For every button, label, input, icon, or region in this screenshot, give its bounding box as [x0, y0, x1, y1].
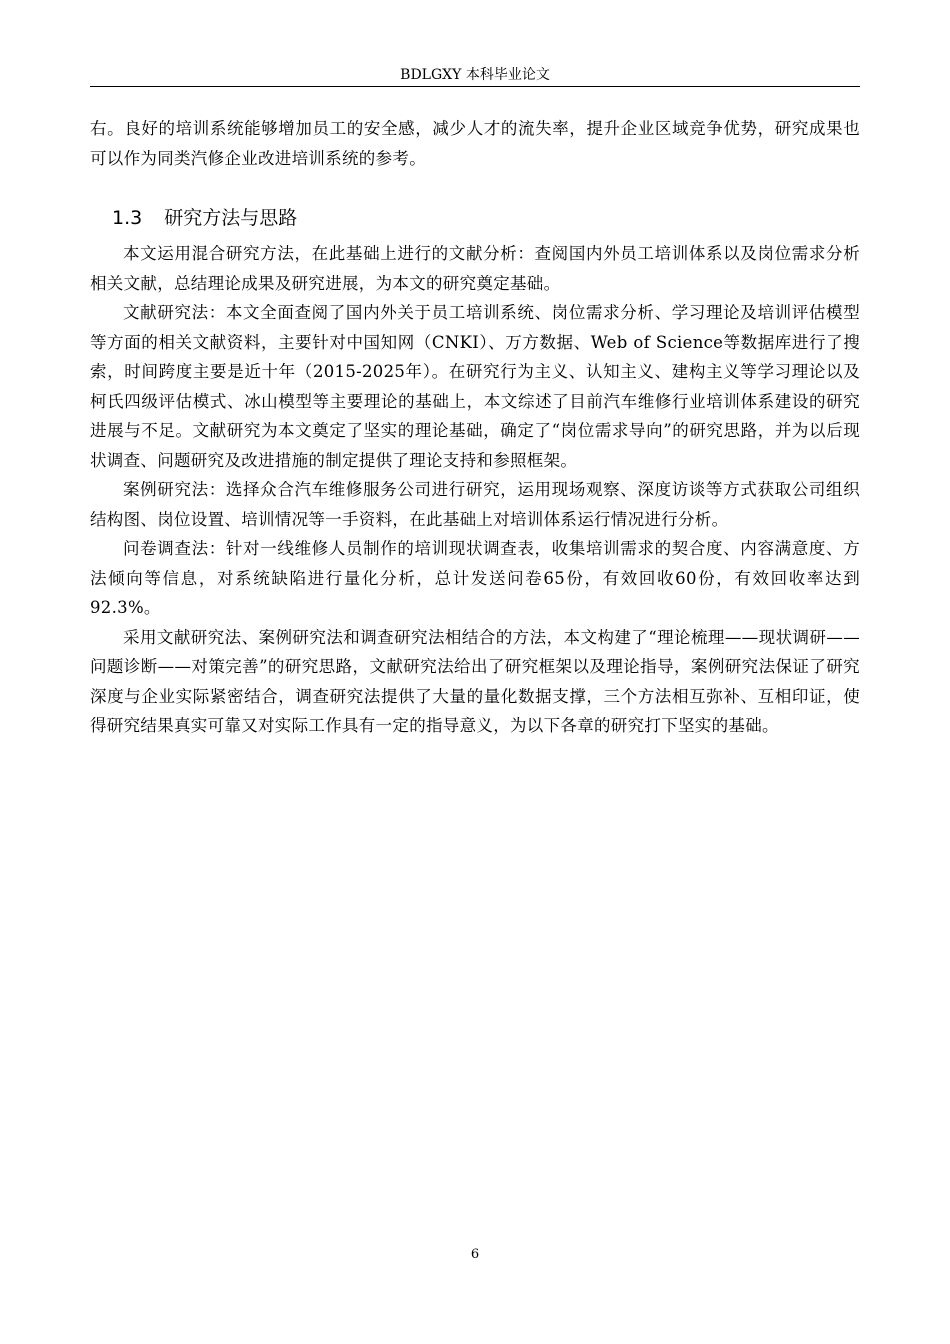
section-title: 研究方法与思路: [164, 207, 298, 229]
continued-paragraph: 右。良好的培训系统能够增加员工的安全感，减少人才的流失率，提升企业区域竞争优势，研究成果也可以作为同类汽修企业改进培训系统的参考。: [90, 119, 860, 168]
section-heading: [112, 201, 860, 235]
paragraph-intro: 本文运用混合研究方法，在此基础上进行的文献分析：查阅国内外员工培训体系以及岗位需求分析相关文献，总结理论成果及研究进展，为本文的研究奠定基础。: [90, 244, 860, 293]
header-title: BDLGXY 本科毕业论文: [400, 67, 550, 83]
section-number: 1.3: [112, 207, 143, 229]
paragraph-literature-method: 文献研究法：本文全面查阅了国内外关于员工培训系统、岗位需求分析、学习理论及培训评估模型等方面的相关文献资料，主要针对中国知网（CNKI）、万方数据、Web of Science等数据库进行了搜索，时间跨度主要是近十年（2015-2025年）。在研究行为主义、认知主义、建构主义等学习理论以及柯氏四级评估模式、冰山模型等主要理论的基础上，本文综述了目前汽车维修行业培训体系建设的研究进展与不足。文献研究为本文奠定了坚实的理论基础，确定了“岗位需求导向”的研究思路，并为以后现状调查、问题研究及改进措施的制定提供了理论支持和参照框架。: [90, 303, 860, 470]
paragraph-survey-method: 问卷调查法：针对一线维修人员制作的培训现状调查表，收集培训需求的契合度、内容满意度、方法倾向等信息，对系统缺陷进行量化分析，总计发送问卷65份，有效回收60份，有效回收率达到92.3%。: [90, 539, 860, 617]
document-body: [90, 114, 860, 741]
paragraph-case-method: 案例研究法：选择众合汽车维修服务公司进行研究，运用现场观察、深度访谈等方式获取公司组织结构图、岗位设置、培训情况等一手资料，在此基础上对培训体系运行情况进行分析。: [90, 480, 860, 529]
page-number: 6: [470, 1247, 480, 1262]
page-header: [90, 64, 860, 87]
paragraph-combined-approach: 采用文献研究法、案例研究法和调查研究法相结合的方法，本文构建了“理论梳理——现状调研——问题诊断——对策完善”的研究思路，文献研究法给出了研究框架以及理论指导，案例研究法保证了研究深度与企业实际紧密结合，调查研究法提供了大量的量化数据支撑，三个方法相互弥补、互相印证，使得研究结果真实可靠又对实际工作具有一定的指导意义，为以下各章的研究打下坚实的基础。: [90, 627, 860, 735]
